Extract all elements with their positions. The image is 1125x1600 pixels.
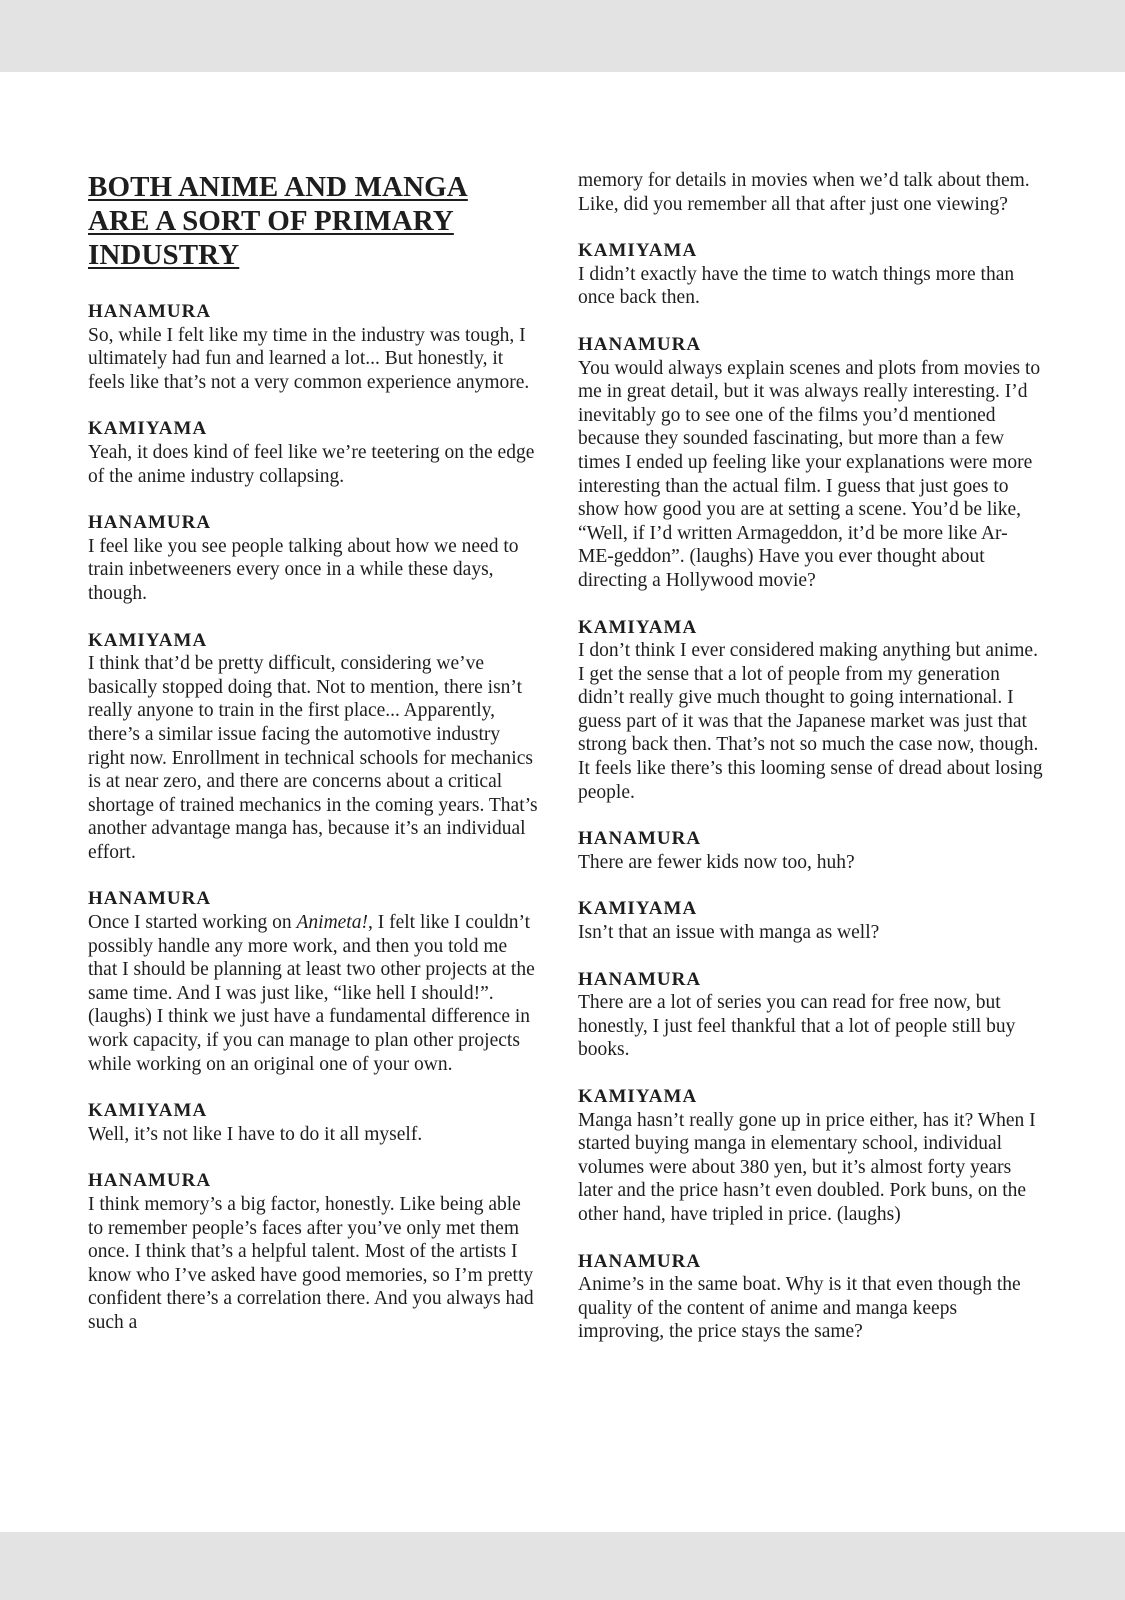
continuation-text: memory for details in movies when we’d talk about them. Like, did you remember all that after just one viewing? — [578, 170, 1030, 215]
speaker-name: KAMIYAMA — [88, 418, 208, 440]
speaker-name: KAMIYAMA — [88, 629, 208, 651]
dialogue-text: I feel like you see people talking about how we need to train inbetweeners every once in a while these days, though. — [88, 535, 519, 604]
left-column — [88, 170, 540, 1358]
dialogue-block — [578, 1085, 1043, 1227]
continuation-block — [578, 169, 1043, 216]
dialogue-text: Isn’t that an issue with manga as well? — [578, 922, 880, 944]
dialogue-text: You would always explain scenes and plots from movies to me in great detail, but it was always really interesting. I’d inevitably go to see one of the films you’d mentioned because they sounded fascinating, but more than a few times I ended up feeling like your explanations were more interesting than the actual film. I guess that just goes to show how good you are at setting a scene. You’d be like, “Well, if I’d written Armageddon, it’d be more like Ar-ME-geddon”. (laughs) Have you ever thought about directing a Hollywood movie? — [578, 357, 1041, 591]
dialogue-text: I don’t think I ever considered making anything but anime. I get the sense that a lot of people from my generation didn’t really give much thought to going international. I guess part of it was that the Japanese market was just that strong back then. That’s not so much the case now, though. It feels like there’s this looming sense of dread about losing people. — [578, 640, 1043, 803]
speaker-name: HANAMURA — [578, 1250, 702, 1272]
speaker-name: HANAMURA — [88, 512, 212, 534]
dialogue-text-before: Once I started working on — [88, 912, 297, 934]
speaker-name: KAMIYAMA — [578, 898, 698, 920]
speaker-name: HANAMURA — [88, 888, 212, 910]
dialogue-text: Yeah, it does kind of feel like we’re teetering on the edge of the anime industry collapsing. — [88, 441, 535, 487]
speaker-name: HANAMURA — [578, 333, 702, 355]
dialogue-block — [88, 511, 540, 605]
dialogue-block — [578, 616, 1043, 805]
title-italic: Animeta! — [296, 912, 368, 934]
dialogue-text: Manga hasn’t really gone up in price either, has it? When I started buying manga in elementary school, individual volumes were about 380 yen, but it’s almost forty years later and the price hasn’t even doubled. Pork buns, on the other hand, have tripled in price. (laughs) — [578, 1109, 1036, 1225]
dialogue-text — [88, 911, 540, 1076]
speaker-name: KAMIYAMA — [578, 1086, 698, 1107]
speaker-name: KAMIYAMA — [578, 240, 698, 262]
section-heading — [88, 170, 540, 272]
speaker-name: HANAMURA — [88, 1170, 212, 1192]
dialogue-block — [578, 239, 1043, 310]
dialogue-text: There are a lot of series you can read for free now, but honestly, I just feel thankful that a lot of people still buy books. — [578, 992, 1016, 1061]
dialogue-block — [88, 1169, 540, 1334]
dialogue-text: I didn’t exactly have the time to watch things more than once back then. — [578, 263, 1015, 309]
dialogue-text: Anime’s in the same boat. Why is it that even though the quality of the content of anime and manga keeps improving, the price stays the same? — [578, 1274, 1021, 1343]
speaker-name: HANAMURA — [578, 828, 702, 850]
dialogue-block — [578, 968, 1043, 1062]
dialogue-text-after: , I felt like I couldn’t possibly handle any more work, and then you told me that I should be planning at least two other projects at the same time. And I was just like, “like hell I should!”. (laughs) I think we just have a fundamental difference in work capacity, if you can manage to plan other projects while working on an original one of your own. — [88, 912, 535, 1075]
dialogue-block — [88, 417, 540, 488]
dialogue-text: So, while I felt like my time in the industry was tough, I ultimately had fun and learned a lot... But honestly, it feels like that’s not a very common experience anymore. — [88, 324, 530, 393]
dialogue-text: I think memory’s a big factor, honestly. Like being able to remember people’s faces after you’ve only met them once. I think that’s a helpful talent. Most of the artists I know who I’ve asked have good memories, so I’m pretty confident there’s a correlation there. And you always had such a — [88, 1194, 534, 1333]
dialogue-text: There are fewer kids now too, huh? — [578, 851, 855, 873]
dialogue-block — [578, 897, 1043, 944]
document-page — [0, 72, 1125, 1532]
dialogue-block — [88, 887, 540, 1076]
dialogue-text: I think that’d be pretty difficult, considering we’ve basically stopped doing that. Not to mention, there isn’t really anyone to train in the first place... Apparently, there’s a similar issue facing the automotive industry right now. Enrollment in technical schools for mechanics is at near zero, and there are concerns about a critical shortage of trained mechanics in the coming years. That’s another advantage manga has, because it’s an individual effort. — [88, 653, 538, 863]
dialogue-text: Well, it’s not like I have to do it all myself. — [88, 1123, 423, 1145]
dialogue-block — [88, 300, 540, 394]
heading-line-3: INDUSTRY — [88, 239, 240, 271]
speaker-name: HANAMURA — [578, 968, 702, 990]
dialogue-block — [578, 333, 1043, 593]
right-column — [578, 169, 1043, 1367]
dialogue-block — [88, 629, 540, 865]
speaker-name: KAMIYAMA — [88, 1100, 208, 1122]
dialogue-block — [578, 827, 1043, 874]
dialogue-block — [88, 1099, 540, 1146]
heading-line-1: BOTH ANIME AND MANGA — [88, 171, 468, 203]
speaker-name: KAMIYAMA — [578, 616, 698, 638]
dialogue-block — [578, 1250, 1043, 1344]
heading-line-2: ARE A SORT OF PRIMARY — [88, 205, 454, 237]
speaker-name: HANAMURA — [88, 301, 212, 322]
